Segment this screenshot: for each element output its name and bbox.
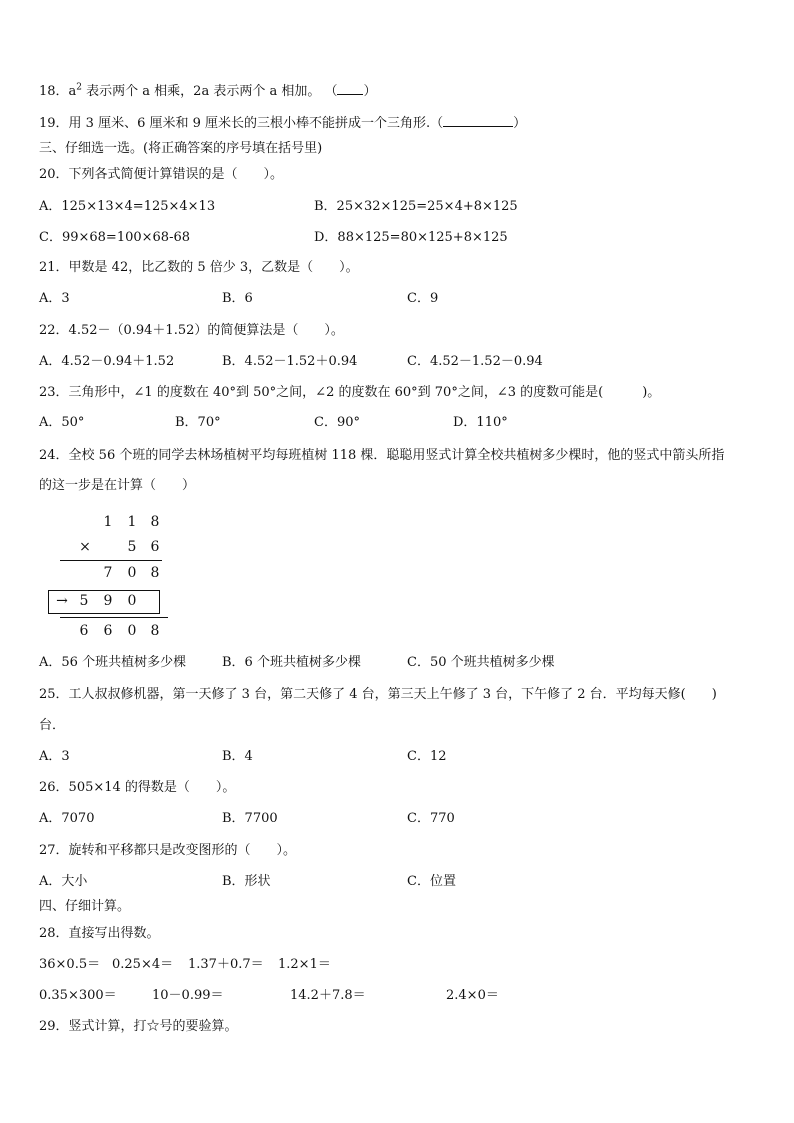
digit: 6	[150, 539, 160, 555]
q25-option-c[interactable]: C．12	[407, 749, 447, 764]
question-24-stem-line2: 的这一步是在计算（ ）	[39, 478, 196, 493]
q20-option-c[interactable]: C．99×68=100×68-68	[39, 230, 190, 245]
q21-option-b[interactable]: B．6	[222, 291, 253, 306]
q24-option-a[interactable]: A．56 个班共植树多少棵	[39, 655, 187, 670]
result-line	[60, 560, 162, 561]
q25-option-b[interactable]: B．4	[222, 749, 253, 764]
digit: 1	[127, 514, 137, 530]
digit: 8	[150, 514, 160, 530]
question-21-stem: 21．甲数是 42，比乙数的 5 倍少 3，乙数是（ ）。	[39, 260, 359, 275]
q21-option-c[interactable]: C．9	[407, 291, 439, 306]
digit: 0	[127, 593, 137, 609]
q23-option-c[interactable]: C．90°	[314, 415, 360, 430]
q28-item[interactable]: 1.37＋0.7＝	[188, 957, 264, 972]
q24-option-c[interactable]: C．50 个班共植树多少棵	[407, 655, 555, 670]
q20-option-a[interactable]: A．125×13×4=125×4×13	[39, 199, 216, 214]
q28-item[interactable]: 14.2＋7.8＝	[290, 988, 366, 1003]
digit: 7	[103, 565, 113, 581]
section-heading-4: 四、仔细计算。	[39, 899, 131, 914]
digit: 0	[127, 565, 137, 581]
question-29-stem: 29．竖式计算，打☆号的要验算。	[39, 1019, 238, 1034]
question-28-stem: 28．直接写出得数。	[39, 926, 160, 941]
q20-option-d[interactable]: D．88×125=80×125+8×125	[314, 230, 508, 245]
q23-option-d[interactable]: D．110°	[453, 415, 508, 430]
q22-option-c[interactable]: C．4.52－1.52－0.94	[407, 354, 543, 369]
q23-option-a[interactable]: A．50°	[39, 415, 85, 430]
question-18	[39, 82, 377, 101]
q28-item[interactable]: 2.4×0＝	[446, 988, 499, 1003]
question-25-stem-line2: 台．	[39, 718, 66, 733]
q18-text-c: ）	[363, 84, 377, 99]
q27-option-c[interactable]: C．位置	[407, 874, 456, 889]
q18-superscript: 2	[76, 82, 83, 93]
question-25-stem-line1: 25．工人叔叔修机器，第一天修了 3 台，第二天修了 4 台，第三天上午修了 3 台，下午修了 2 台．平均每天修( )	[39, 687, 717, 702]
answer-blank[interactable]	[337, 82, 363, 95]
answer-blank[interactable]	[443, 114, 513, 127]
digit: 8	[150, 623, 160, 639]
q27-option-a[interactable]: A．大小	[39, 874, 88, 889]
multiply-sign: ×	[79, 539, 91, 555]
digit: 0	[127, 623, 137, 639]
q19-text-b: ）	[513, 116, 527, 131]
digit: 6	[79, 623, 89, 639]
q28-item[interactable]: 36×0.5＝	[39, 957, 101, 972]
question-20-stem: 20．下列各式简便计算错误的是（ ）。	[39, 167, 284, 182]
q28-item[interactable]: 0.35×300＝	[39, 988, 117, 1003]
q18-text-b: 表示两个 a 相乘，2a 表示两个 a 相加。 （	[82, 84, 338, 99]
q18-text-a: 18．a	[39, 84, 77, 99]
q23-option-b[interactable]: B．70°	[175, 415, 221, 430]
section-heading-3: 三、仔细选一选。(将正确答案的序号填在括号里)	[39, 141, 323, 156]
digit: 9	[103, 593, 113, 609]
q25-option-a[interactable]: A．3	[39, 749, 70, 764]
q26-option-a[interactable]: A．7070	[39, 811, 95, 826]
digit: 8	[150, 565, 160, 581]
q24-option-b[interactable]: B．6 个班共植树多少棵	[222, 655, 361, 670]
q22-option-b[interactable]: B．4.52－1.52＋0.94	[222, 354, 358, 369]
question-22-stem: 22．4.52－（0.94＋1.52）的简便算法是（ ）。	[39, 323, 344, 338]
q20-option-b[interactable]: B．25×32×125=25×4+8×125	[314, 199, 518, 214]
q28-item[interactable]: 0.25×4＝	[112, 957, 174, 972]
question-23-stem: 23．三角形中，∠1 的度数在 40°到 50°之间，∠2 的度数在 60°到 70°之间，∠3 的度数可能是( )。	[39, 385, 661, 400]
q28-item[interactable]: 10－0.99＝	[152, 988, 224, 1003]
q19-text-a: 19．用 3 厘米、6 厘米和 9 厘米长的三根小棒不能拼成一个三角形.（	[39, 116, 444, 131]
q26-option-c[interactable]: C．770	[407, 811, 455, 826]
digit: 5	[127, 539, 137, 555]
digit: 6	[103, 623, 113, 639]
q28-item[interactable]: 1.2×1＝	[278, 957, 331, 972]
digit: 1	[103, 514, 113, 530]
q22-option-a[interactable]: A．4.52－0.94＋1.52	[39, 354, 175, 369]
question-19	[39, 114, 526, 133]
sum-line	[60, 617, 168, 618]
question-26-stem: 26．505×14 的得数是（ ）。	[39, 780, 236, 795]
q27-option-b[interactable]: B．形状	[222, 874, 271, 889]
q26-option-b[interactable]: B．7700	[222, 811, 278, 826]
question-27-stem: 27．旋转和平移都只是改变图形的（ ）。	[39, 843, 297, 858]
q21-option-a[interactable]: A．3	[39, 291, 70, 306]
question-24-stem-line1: 24．全校 56 个班的同学去林场植树平均每班植树 118 棵．聪聪用竖式计算全校共植树多少棵时，他的竖式中箭头所指	[39, 448, 725, 463]
arrow-icon: →	[56, 593, 68, 609]
digit: 5	[79, 593, 89, 609]
